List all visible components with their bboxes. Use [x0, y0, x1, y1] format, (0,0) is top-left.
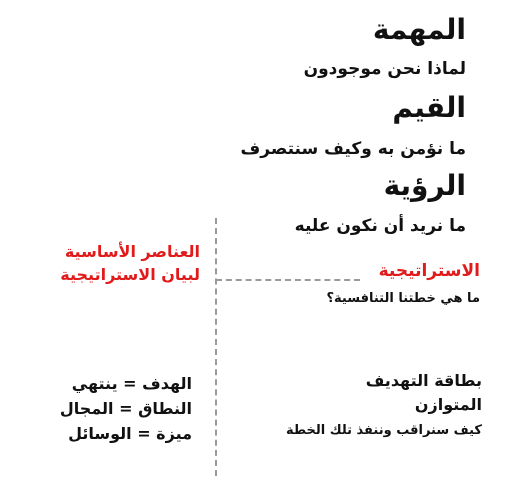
values-title: القيم — [392, 91, 466, 124]
scorecard-title-line1: بطاقة التهديف — [365, 371, 482, 390]
scorecard-title-line2: المتوازن — [414, 395, 482, 414]
vision-subtitle: ما نريد أن نكون عليه — [294, 216, 466, 236]
key-elements-label-line2: لبيان الاستراتيجية — [60, 265, 200, 284]
equation-advantage: ميزة = الوسائل — [68, 424, 192, 443]
equation-scope: النطاق = المجال — [59, 399, 192, 418]
vertical-divider — [215, 218, 217, 476]
key-elements-label-line1: العناصر الأساسية — [64, 242, 200, 261]
vision-title: الرؤية — [383, 169, 466, 202]
mission-title: المهمة — [372, 13, 466, 46]
strategy-subtitle: ما هي خطتنا التنافسية؟ — [326, 291, 480, 306]
horizontal-connector — [216, 279, 360, 281]
equation-goal: الهدف = ينتهي — [71, 374, 192, 393]
scorecard-subtitle: كيف سنراقب وننفذ تلك الخطة — [285, 423, 482, 438]
strategy-title: الاستراتيجية — [378, 261, 480, 281]
mission-subtitle: لماذا نحن موجودون — [303, 59, 466, 79]
values-subtitle: ما نؤمن به وكيف سنتصرف — [240, 139, 466, 159]
